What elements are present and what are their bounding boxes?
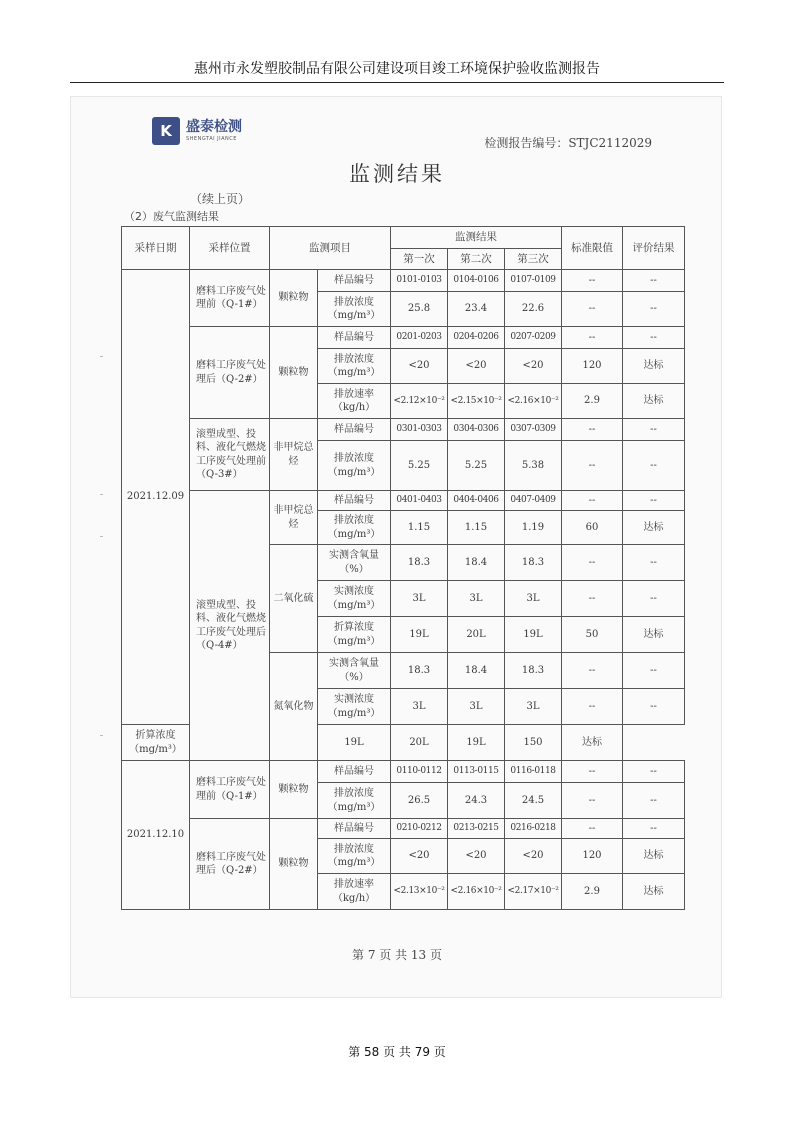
header-first: 第一次 xyxy=(391,249,448,270)
value-3: 24.5 xyxy=(505,783,562,819)
value-3: <20 xyxy=(505,839,562,874)
limit-value: -- xyxy=(562,270,623,292)
value-3: 0407-0409 xyxy=(505,491,562,511)
eval-value: -- xyxy=(623,783,685,819)
limit-value: -- xyxy=(562,491,623,511)
eval-value: -- xyxy=(623,545,685,581)
value-2: 24.3 xyxy=(448,783,505,819)
limit-value: -- xyxy=(562,689,623,725)
limit-value: -- xyxy=(562,327,623,349)
value-3: 19L xyxy=(448,725,505,761)
header-eval: 评价结果 xyxy=(623,227,685,270)
limit-value: 2.9 xyxy=(562,384,623,419)
eval-value: 达标 xyxy=(623,874,685,910)
pollutant-nox: 氮氧化物 xyxy=(270,653,318,761)
pollutant-pm: 颗粒物 xyxy=(270,761,318,819)
location-q4: 滚塑成型、投料、液化气燃烧工序废气处理后（Q-4#） xyxy=(190,491,270,761)
value-1: 0201-0203 xyxy=(391,327,448,349)
value-1: 18.3 xyxy=(391,653,448,689)
location-q3: 滚塑成型、投料、液化气燃烧工序废气处理前（Q-3#） xyxy=(190,419,270,491)
eval-value: 达标 xyxy=(623,384,685,419)
value-3: <2.16×10⁻² xyxy=(505,384,562,419)
eval-value: -- xyxy=(623,761,685,783)
value-3: 0216-0218 xyxy=(505,819,562,839)
eval-value: 达标 xyxy=(623,617,685,653)
date-cell: 2021.12.09 xyxy=(122,270,190,725)
header-item: 监测项目 xyxy=(270,227,391,270)
eval-value: 达标 xyxy=(623,839,685,874)
limit-value: -- xyxy=(562,783,623,819)
logo-name-cn: 盛泰检测 xyxy=(186,119,242,135)
param-measured-conc: 实测浓度（mg/m³） xyxy=(318,581,391,617)
param-measured-o2: 实测含氧量（%） xyxy=(318,545,391,581)
value-3: <20 xyxy=(505,349,562,384)
param-sample-no: 样品编号 xyxy=(318,491,391,511)
value-2: 0113-0115 xyxy=(448,761,505,783)
eval-value: -- xyxy=(623,689,685,725)
limit-value: -- xyxy=(562,761,623,783)
limit-value: 120 xyxy=(562,349,623,384)
pollutant-nmhc: 非甲烷总烃 xyxy=(270,419,318,491)
value-2: 23.4 xyxy=(448,292,505,327)
value-3: <2.17×10⁻² xyxy=(505,874,562,910)
pollutant-pm: 颗粒物 xyxy=(270,327,318,419)
param-emission-rate: 排放速率（kg/h） xyxy=(318,874,391,910)
limit-value: 50 xyxy=(562,617,623,653)
value-1: 0301-0303 xyxy=(391,419,448,441)
value-1: 5.25 xyxy=(391,441,448,491)
page-title: 监测结果 xyxy=(349,162,445,186)
param-emission-rate: 排放速率（kg/h） xyxy=(318,384,391,419)
limit-value: 120 xyxy=(562,839,623,874)
param-sample-no: 样品编号 xyxy=(318,270,391,292)
param-sample-no: 样品编号 xyxy=(318,419,391,441)
limit-value: -- xyxy=(562,545,623,581)
value-2: 0204-0206 xyxy=(448,327,505,349)
value-3: 0107-0109 xyxy=(505,270,562,292)
value-1: 0101-0103 xyxy=(391,270,448,292)
value-3: 19L xyxy=(505,617,562,653)
value-2: 1.15 xyxy=(448,511,505,545)
value-1: 3L xyxy=(391,689,448,725)
limit-value: -- xyxy=(562,292,623,327)
value-3: 18.3 xyxy=(505,545,562,581)
param-converted-conc: 折算浓度（mg/m³） xyxy=(122,725,190,761)
value-1: 26.5 xyxy=(391,783,448,819)
param-emission-conc: 排放浓度（mg/m³） xyxy=(318,839,391,874)
eval-value: -- xyxy=(623,327,685,349)
continued-note: （续上页） xyxy=(190,192,251,206)
value-2: 20L xyxy=(448,617,505,653)
eval-value: 达标 xyxy=(562,725,623,761)
header-second: 第二次 xyxy=(448,249,505,270)
header-date: 采样日期 xyxy=(122,227,190,270)
header-limit: 标准限值 xyxy=(562,227,623,270)
value-1: 1.15 xyxy=(391,511,448,545)
limit-value: -- xyxy=(562,419,623,441)
value-2: 3L xyxy=(448,689,505,725)
eval-value: -- xyxy=(623,819,685,839)
location-q1: 磨料工序废气处理前（Q-1#） xyxy=(190,270,270,327)
value-2: <2.16×10⁻² xyxy=(448,874,505,910)
value-3: 0307-0309 xyxy=(505,419,562,441)
value-1: 19L xyxy=(391,617,448,653)
param-emission-conc: 排放浓度（mg/m³） xyxy=(318,441,391,491)
eval-value: 达标 xyxy=(623,349,685,384)
param-sample-no: 样品编号 xyxy=(318,761,391,783)
location-q2: 磨料工序废气处理后（Q-2#） xyxy=(190,819,270,910)
pollutant-so2: 二氧化硫 xyxy=(270,545,318,653)
limit-value: -- xyxy=(562,653,623,689)
limit-value: -- xyxy=(562,581,623,617)
value-1: <2.13×10⁻² xyxy=(391,874,448,910)
header-result: 监测结果 xyxy=(391,227,562,249)
header-third: 第三次 xyxy=(505,249,562,270)
results-table xyxy=(121,226,685,910)
value-3: 5.38 xyxy=(505,441,562,491)
value-2: <2.15×10⁻² xyxy=(448,384,505,419)
value-3: 18.3 xyxy=(505,653,562,689)
value-1: <2.12×10⁻² xyxy=(391,384,448,419)
document-header: 惠州市永发塑胶制品有限公司建设项目竣工环境保护验收监测报告 xyxy=(70,58,724,83)
param-sample-no: 样品编号 xyxy=(318,819,391,839)
pollutant-pm: 颗粒物 xyxy=(270,819,318,910)
value-3: 1.19 xyxy=(505,511,562,545)
eval-value: -- xyxy=(623,292,685,327)
value-2: 3L xyxy=(448,581,505,617)
value-2: 0404-0406 xyxy=(448,491,505,511)
param-emission-conc: 排放浓度（mg/m³） xyxy=(318,292,391,327)
limit-value: -- xyxy=(562,819,623,839)
section-title: （2）废气监测结果 xyxy=(124,210,219,223)
param-emission-conc: 排放浓度（mg/m³） xyxy=(318,511,391,545)
limit-value: 150 xyxy=(505,725,562,761)
inner-page-number: 第 7 页 共 13 页 xyxy=(352,948,442,962)
eval-value: -- xyxy=(623,270,685,292)
value-1: 0210-0212 xyxy=(391,819,448,839)
param-emission-conc: 排放浓度（mg/m³） xyxy=(318,783,391,819)
value-3: 0207-0209 xyxy=(505,327,562,349)
header-location: 采样位置 xyxy=(190,227,270,270)
value-1: 19L xyxy=(318,725,391,761)
pollutant-nmhc: 非甲烷总烃 xyxy=(270,491,318,545)
value-2: <20 xyxy=(448,349,505,384)
value-3: 3L xyxy=(505,581,562,617)
limit-value: -- xyxy=(562,441,623,491)
value-2: 0213-0215 xyxy=(448,819,505,839)
logo-mark-icon: K xyxy=(152,117,180,145)
param-converted-conc: 折算浓度（mg/m³） xyxy=(318,617,391,653)
value-1: 18.3 xyxy=(391,545,448,581)
value-2: 18.4 xyxy=(448,545,505,581)
eval-value: -- xyxy=(623,441,685,491)
value-1: 0110-0112 xyxy=(391,761,448,783)
value-3: 22.6 xyxy=(505,292,562,327)
value-2: 5.25 xyxy=(448,441,505,491)
value-1: <20 xyxy=(391,839,448,874)
value-2: 18.4 xyxy=(448,653,505,689)
outer-page-number: 第 58 页 共 79 页 xyxy=(348,1045,446,1059)
eval-value: -- xyxy=(623,653,685,689)
value-2: 0104-0106 xyxy=(448,270,505,292)
limit-value: 2.9 xyxy=(562,874,623,910)
value-1: 25.8 xyxy=(391,292,448,327)
value-1: <20 xyxy=(391,349,448,384)
limit-value: 60 xyxy=(562,511,623,545)
value-2: 20L xyxy=(391,725,448,761)
param-measured-conc: 实测浓度（mg/m³） xyxy=(318,689,391,725)
value-2: 0304-0306 xyxy=(448,419,505,441)
date-cell: 2021.12.10 xyxy=(122,761,190,910)
eval-value: -- xyxy=(623,491,685,511)
logo-name-en: SHENGTAI JIANCE xyxy=(186,136,237,142)
location-q2: 磨料工序废气处理后（Q-2#） xyxy=(190,327,270,419)
location-q1: 磨料工序废气处理前（Q-1#） xyxy=(190,761,270,819)
value-2: <20 xyxy=(448,839,505,874)
eval-value: 达标 xyxy=(623,511,685,545)
report-number: 检测报告编号：STJC2112029 xyxy=(484,136,652,150)
value-1: 0401-0403 xyxy=(391,491,448,511)
eval-value: -- xyxy=(623,581,685,617)
param-measured-o2: 实测含氧量（%） xyxy=(318,653,391,689)
pollutant-pm: 颗粒物 xyxy=(270,270,318,327)
param-emission-conc: 排放浓度（mg/m³） xyxy=(318,349,391,384)
company-logo xyxy=(152,117,242,145)
value-1: 3L xyxy=(391,581,448,617)
eval-value: -- xyxy=(623,419,685,441)
value-3: 0116-0118 xyxy=(505,761,562,783)
param-sample-no: 样品编号 xyxy=(318,327,391,349)
value-3: 3L xyxy=(505,689,562,725)
